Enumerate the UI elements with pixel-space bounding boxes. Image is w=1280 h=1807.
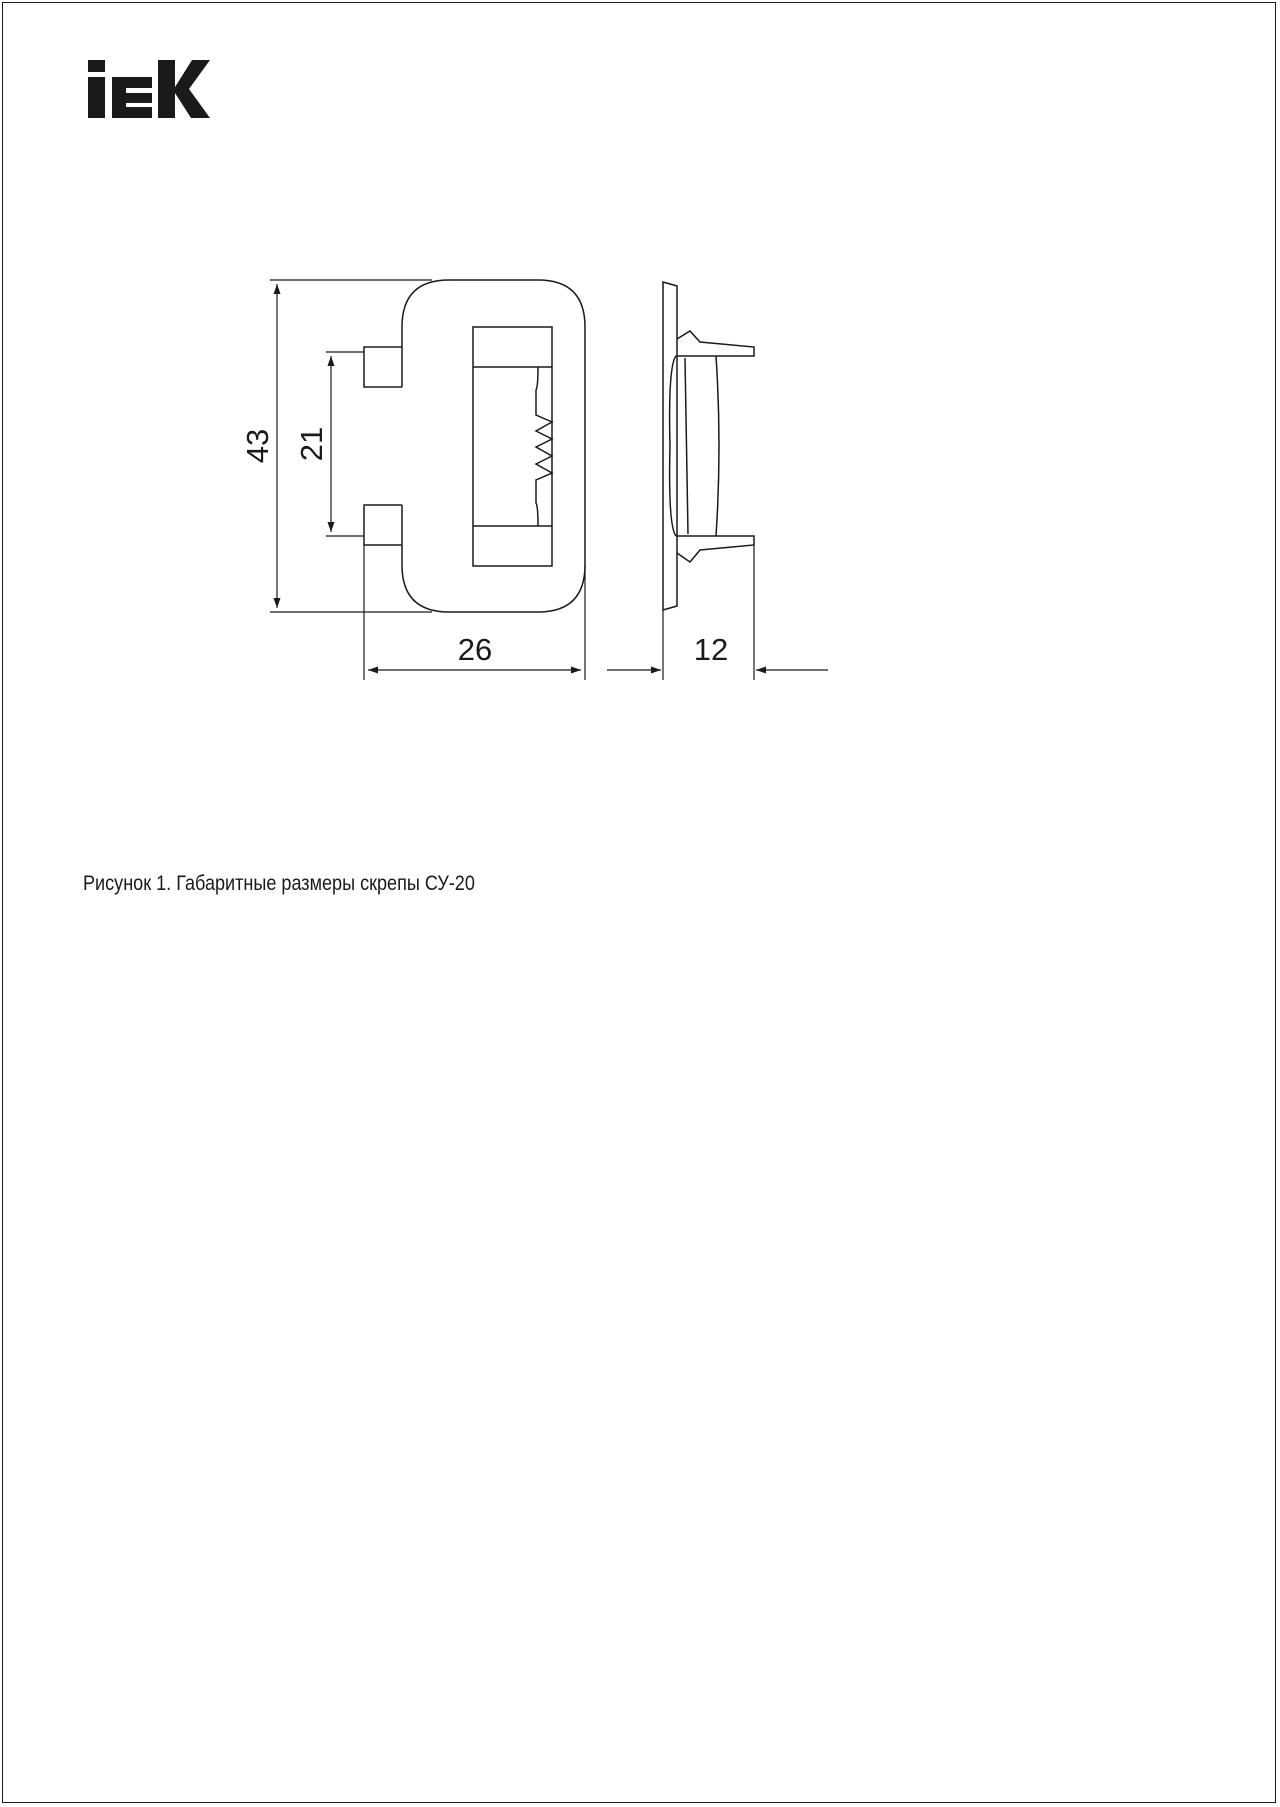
technical-drawing — [0, 0, 1280, 720]
front-view — [364, 280, 585, 612]
dimension-12-label: 12 — [693, 632, 729, 667]
dimension-43-label: 43 — [240, 428, 275, 464]
dimension-lines — [270, 280, 828, 680]
side-view — [663, 282, 754, 610]
dimension-26-label: 26 — [457, 632, 493, 667]
figure-caption: Рисунок 1. Габаритные размеры скрепы СУ-20 — [83, 872, 475, 895]
dimension-21-label: 21 — [294, 426, 329, 462]
